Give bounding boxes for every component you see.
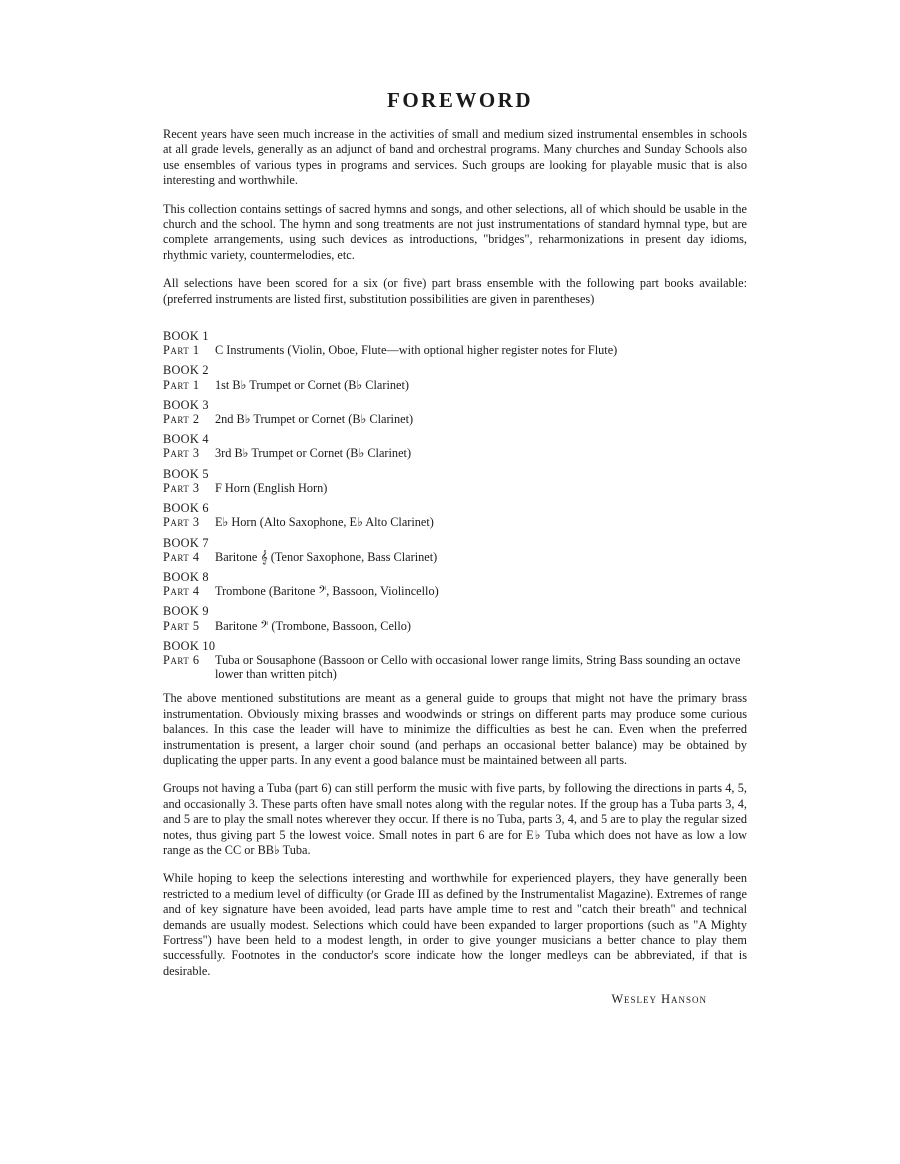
paragraph-scoring: All selections have been scored for a six (or five) part brass ensemble with the following part books available: (preferred instruments are listed first, substitution possibilities are given in parentheses) xyxy=(163,276,747,306)
part-description: 1st B♭ Trumpet or Cornet (B♭ Clarinet) xyxy=(215,377,409,392)
book-entry xyxy=(163,329,747,357)
part-description: 2nd B♭ Trumpet or Cornet (B♭ Clarinet) xyxy=(215,412,414,427)
paragraph-difficulty: While hoping to keep the selections interesting and worthwhile for experienced players, they have generally been restricted to a medium level of difficulty (or Grade III as defined by the Instrumentalist Magazine). Extremes of range and of key signature have been avoided, lead parts have ample time to rest and "catch their breath" and technical demands are usually modest. Selections which could have been expanded to larger proportions (such as "A Mighty Fortress") have been held to a modest length, in order to give younger musicians a better chance to play them successfully. Footnotes in the conductor's score indicate how the longer medleys can be abbreviated, if that is desirable. xyxy=(163,871,747,978)
book-label: BOOK 2 xyxy=(163,363,209,378)
part-description: F Horn (English Horn) xyxy=(215,480,328,495)
foreword-page xyxy=(163,88,747,1007)
book-entry xyxy=(163,363,747,391)
part-label: Part 5 xyxy=(163,618,200,633)
part-label: Part 4 xyxy=(163,584,200,599)
book-label: BOOK 5 xyxy=(163,466,209,481)
paragraph-collection: This collection contains settings of sacred hymns and songs, and other selections, all of which should be usable in the church and the school. The hymn and song treatments are not just instrumentations of standard hymnal type, but are complete arrangements, using such devices as introductions, "bridges", reharmonizations in present day idioms, rhythmic variety, countermelodies, etc. xyxy=(163,201,747,262)
book-entry xyxy=(163,432,747,460)
book-label: BOOK 7 xyxy=(163,535,209,550)
part-label: Part 1 xyxy=(163,377,200,392)
part-description: Baritone 𝄢 (Trombone, Bassoon, Cello) xyxy=(215,618,411,633)
book-entry xyxy=(163,570,747,598)
book-label: BOOK 3 xyxy=(163,397,209,412)
book-entry xyxy=(163,639,747,682)
book-label: BOOK 8 xyxy=(163,569,209,584)
part-description: C Instruments (Violin, Oboe, Flute—with optional higher register notes for Flute) xyxy=(215,343,618,358)
part-label: Part 3 xyxy=(163,480,200,495)
part-description: 3rd B♭ Trumpet or Cornet (B♭ Clarinet) xyxy=(215,446,412,461)
book-entry xyxy=(163,501,747,529)
part-label: Part 6 xyxy=(163,652,200,667)
part-books-list xyxy=(163,329,747,681)
part-label: Part 3 xyxy=(163,515,200,530)
part-label: Part 3 xyxy=(163,446,200,461)
book-label: BOOK 10 xyxy=(163,638,216,653)
book-label: BOOK 4 xyxy=(163,432,209,447)
part-label: Part 1 xyxy=(163,343,200,358)
book-entry xyxy=(163,398,747,426)
book-label: BOOK 1 xyxy=(163,329,209,344)
part-description: E♭ Horn (Alto Saxophone, E♭ Alto Clarinet) xyxy=(215,515,434,530)
book-label: BOOK 9 xyxy=(163,604,209,619)
part-label: Part 2 xyxy=(163,412,200,427)
book-entry xyxy=(163,536,747,564)
page-title: FOREWORD xyxy=(387,88,533,112)
book-label: BOOK 6 xyxy=(163,501,209,516)
part-label: Part 4 xyxy=(163,549,200,564)
book-entry xyxy=(163,467,747,495)
part-description: Baritone 𝄞 (Tenor Saxophone, Bass Clarinet) xyxy=(215,549,438,564)
book-entry xyxy=(163,604,747,632)
part-description: Tuba or Sousaphone (Bassoon or Cello with occasional lower range limits, String Bass sounding an octave lower than written pitch) xyxy=(215,652,741,682)
part-description: Trombone (Baritone 𝄢, Bassoon, Violincello) xyxy=(215,584,439,599)
paragraph-substitutions: The above mentioned substitutions are meant as a general guide to groups that might not have the primary brass instrumentation. Obviously mixing brasses and woodwinds or strings on different parts may produce some curious balances. In this case the leader will have to minimize the difficulties as best he can. Even when the preferred instrumentation is present, a larger choir sound (and perhaps an occasional better balance) may be obtained by duplicating the upper parts. In any event a good balance must be maintained between all parts. xyxy=(163,691,747,767)
paragraph-intro: Recent years have seen much increase in the activities of small and medium sized instrumental ensembles in schools at all grade levels, generally as an adjunct of band and orchestral programs. Many churches and Sunday Schools also use ensembles of various types in programs and services. Such groups are looking for playable music that is also interesting and worthwhile. xyxy=(163,127,747,188)
author-signature: Wesley Hanson xyxy=(611,992,707,1007)
paragraph-tuba: Groups not having a Tuba (part 6) can still perform the music with five parts, by following the directions in parts 4, 5, and occasionally 3. These parts often have small notes along with the regular notes. If the group has a Tuba parts 3, 4, and 5 are to play the small notes wherever they occur. If there is no Tuba, parts 3, 4, and 5 are to play the regular sized notes, thus giving part 5 the lowest voice. Small notes in part 6 are for E♭ Tuba which does not have as low a low range as the CC or BB♭ Tuba. xyxy=(163,781,747,857)
